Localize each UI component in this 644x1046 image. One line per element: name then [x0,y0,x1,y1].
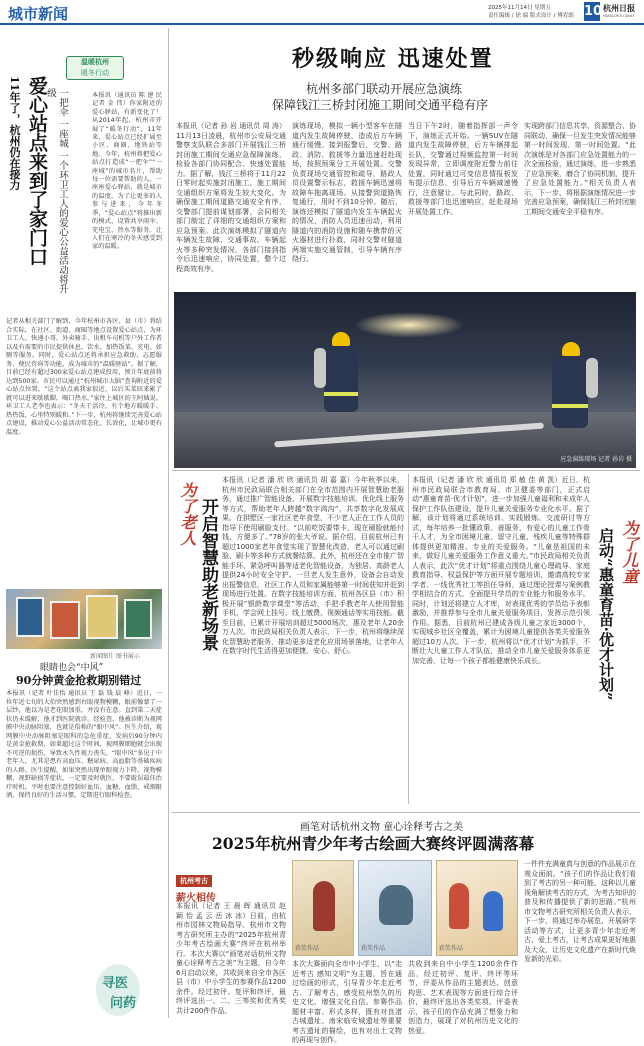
archaeology-story [172,814,640,1044]
elderly-headline: 开启智慧助老新场景 [198,498,218,651]
paper-name: 杭州日报 [603,3,635,13]
left-story [0,26,166,666]
archaeology-tag-bottom: 薪火相传 [176,893,216,904]
firefighter-body [552,356,588,428]
winning-artwork-1 [292,860,354,956]
eye-story [0,660,166,1024]
elderly-body: 本报讯（记者 潘 欣 欣 通讯员 胡 嘉 嘉）今年秋季以来，杭州市民政局联合相关部门在全市范围内开展智慧助老服务，通过推广智能设备、开展数字技能培训、优化线上服务等方式，帮助老年人跨越“数字鸿沟”，共享数字化发展成果。在拱墅区一家社区老年食堂，不少老人正在工作人员的指导下使用刷脸支付。“以前吃饭要带卡，现在刷脸就能付钱，方便多了。”78岁的张大爷说。据介绍，目前杭州已有超过1000家老年食堂实现了智慧化改造，老人可以通过刷脸、刷卡等多种方式就餐结算。此外，杭州还在全市推广智能手环、紧急呼叫器等适老化智能设备，为独居、高龄老人提供24小时安全守护。一旦老人发生意外，设备会自动发出报警信息，社区工作人员和家属能够第一时间获知并赶到现场进行处置。在数字技能培训方面，杭州各区县（市）积极开展“银龄数字课堂”等活动，手把手教老年人使用智能手机，学会网上挂号、线上缴费、视频通话等实用技能。截至目前，已累计开展培训超过5000场次，惠及老年人20余万人次。市民政局相关负责人表示，下一步，杭州将继续深化智慧助老服务，推动更多适老化应用场景落地，让老年人在数字时代生活得更加便捷、安心、舒心。 [222,476,404,655]
badge-top-text: 温暖杭州 [81,58,109,66]
health-tag [96,964,140,1016]
reflective-stripe [552,404,588,408]
firefighter-helmet-icon [332,332,350,346]
eye-story-headline: 90分钟黄金抢救期别错过 [16,674,142,687]
top-story-subhead-2: 保障钱江三桥封闭施工期间交通平稳有序 [272,98,489,112]
archaeology-kicker: 画笔对话杭州文物 童心诠释考古之美 [300,822,464,833]
book-icon [16,597,44,637]
winning-artwork-2 [358,860,432,956]
child-icon [483,891,503,931]
archaeology-col-3: 共收到来自中小学生1200余件作品，经过初评、复评、终评等环节，评委从作品的主题表达、创意构思、艺术表现等方面进行综合评价，最终评选出各类奖项。评委表示，孩子们的作品充满了想象力和创造力，展现了对杭州历史文化的热爱。 [408,960,518,1035]
left-story-kicker: 11年了，杭州仍在接力 [8,76,21,191]
archaeology-tag [176,868,236,904]
health-tag-b: 问药 [110,996,137,1011]
badge-bottom-text: 暖冬行动 [81,69,109,77]
top-story-col-1: 本报讯（记者 孙 岩 通讯员 周 涛）11月13日凌晨，杭州市公安局交通警察支队联合多部门开展钱江三桥封闭施工期间交通应急保障演练，检验各部门协同配合、快速处置能力。据了解，钱江三桥将于11月22日零时起实施封闭施工，施工期间交通组织方案将发生较大变化。为确保施工期间道路交通安全有序，交警部门提前谋划部署，会同相关部门制定了详细的交通组织方案和应急预案。此次演练模拟了隧道内车辆发生故障、交通事故、车辆起火等多种突发情况，各部门接到指令后迅速响应，协同处置，整个过程高效有序。 [176,122,286,273]
middle-divider [408,474,409,804]
section-title: 城市新闻 [8,5,69,23]
masthead-rule [0,23,644,25]
artwork-1-caption: 获奖作品 [295,945,320,952]
top-story-col-4: 实现跨部门信息共享、资源整合、协同联动，确保一旦发生突发情况能够第一时间发现、第一时间处置。“此次演练是对各部门应急处置能力的一次全面检验，通过演练，进一步熟悉了应急预案，磨合了协同机制，提升了应急处置能力。”相关负责人表示，下一步，将根据演练情况进一步完善应急预案，确保钱江三桥封闭施工期间交通安全平稳有序。 [524,122,636,216]
date-line: 2025年11月14日 星期五 [488,5,551,11]
children-badge: 为了儿童 [620,520,639,584]
eye-story-kicker: 眼睛也会“中风” [40,663,104,673]
archaeology-col-1: 本报讯（记者 王 晨 晖 通讯员 赵 颖 怡 孟 云 岳 冰 冰）日前，由杭州市园林文物局指导、杭州市文物考古研究所主办的“2025年杭州青少年考古绘画大赛”终评在杭州举行。本次大赛以“画笔对话杭州文物 童心诠释考古之美”为主题，自今年6月启动以来，共收到来自全市各区县（市）中小学生的参赛作品1200余件。经过初评、复评和终评，最终评选出一、二、三等奖和优秀奖共计200件作品。 [176,902,286,1015]
page-number: 10 [584,4,603,19]
elderly-badge: 为了老人 [178,482,197,546]
books-photo-caption: 新闻图片 图书展示 [90,653,140,660]
warm-winter-badge [66,56,124,80]
reflective-stripe [324,392,358,396]
left-story-lead: 本报讯（通讯员 陈 建 民 记者 金 伟）你家附近的爱心驿站，有新变化了！从2014年起，杭州市开展了“暖冬行动”，11年来，爱心站点已经扩展至小区、商圈、地铁站等地。今年，杭州将把爱心站点打造成“一把伞”“一座城”的城市名片，帮助每一位需要帮助的人。一座座爱心驿站，就是城市的温度。为了让更多的人参与进来，今年冬季，“爱心站点”将推出新的模式，设置共享雨伞、充电宝、热水等服务。让人们在寒冷的冬天感受到家的温暖。 [92,92,162,251]
left-story-headline: 爱心站点来到了家门口 [26,76,48,266]
paper-name-en: HANGZHOU DAILY [603,14,635,18]
editor-line: 责任编辑 / 徐 瑞 版式设计 / 傅宥朗 [488,13,574,19]
column-divider [168,28,169,1018]
eye-story-body: 本报讯（记者 叶佳怡 通讯员 王 磊 钱 晨 峰）近日，一位年近七旬的大伯突然感到右眼视物模糊，眼前像蒙了一层纱，他以为是老花眼加重，并没有在意。直到第二天症状仍未缓解，他才到医院就诊。经检查，他被诊断为视网膜中央动脉阻塞，也就是俗称的“眼中风”。医生介绍，视网膜中央动脉阻塞是眼科的急危重症，发病后90分钟内是黄金抢救期，如果超过这个时间，视网膜细胞就会出现不可逆的损伤，导致永久性视力丧失。“眼中风”多见于中老年人，尤其是患有高血压、糖尿病、高血脂等基础疾病的人群。医生提醒，如果突然出现单眼视力下降、视物模糊、视野缺损等症状，一定要及时就医，不要耽误最佳治疗时机。平时也要注意控制好血压、血糖、血脂，戒烟限酒，保持良好的生活习惯，定期进行眼科检查。 [6,690,162,799]
rescue-drill-photo [174,292,636,468]
children-headline: 启动“惠童育苗·优才计划” [597,528,615,701]
elderly-story [172,472,406,812]
artwork-2-caption: 获奖作品 [361,945,386,952]
top-story [172,28,640,468]
archaeology-col-2: 本次大赛面向全市中小学生，以“走近考古 感知文明”为主题，旨在通过绘画的形式，引导青少年走近考古、了解考古，感受杭州悠久的历史文化，增强文化自信。参赛作品题材丰富、形式多样，既有对良渚古城遗址、南宋临安城遗址等重要考古遗址的描绘，也有对出土文物的再现与创作。 [292,960,402,1044]
artwork-3-caption: 获奖作品 [439,945,464,952]
masthead [0,0,644,24]
tunnel-light-icon [354,312,464,338]
vessel-icon [379,885,413,925]
top-story-subhead-1: 杭州多部门联动开展应急演练 [306,82,463,96]
left-story-subhead: 一把伞 一座城 一个环卫工人的爱心公益活动将升级 [45,88,68,294]
left-story-body: 记者从相关部门了解到，今年杭州市各区、县（市）将结合实际，在社区、街道、商圈等地点设置爱心站点，为环卫工人、快递小哥、外卖骑手、出租车司机等户外工作者以及有需要的市民提供休息、饮水、加热饭菜、充电、如厕等服务。同时，爱心站点还将承担应急救助、志愿服务、便民咨询等功能，成为城市的“温暖驿站”。据了解，目前已经有超过300家爱心站点建成投用，预计年底前将达到500家。市民可以通过“杭州城市大脑”查询附近的爱心站点位置。“这个站点离我家很近，以后买菜回来累了就可以进来歇歇脚，喝口热水。”家住上城区的王阿姨说。环卫工人老李也表示：“冬天干活冷，有个地方暖暖手、热热饭，心里特别暖和。”下一步，杭州将继续完善爱心站点建设，推动爱心公益活动常态化、长效化，让城市更有温度。 [6,318,162,436]
bottom-divider [172,812,640,813]
top-story-headline: 秒级响应 迅速处置 [292,46,494,72]
archaeology-col-4: 一件件充满童真与创意的作品展示在观众面前。“孩子们的作品让我们看到了考古的另一种可能，这种以儿童视角解读考古的方式，为考古知识的普及和传播提供了新的思路。”杭州市文物考古研究所相关负责人表示，下一步，将通过举办展览、开展研学活动等方式，让更多青少年走近考古、爱上考古，让考古成果更好地惠及大众，让历史文化遗产在新时代焕发新的光彩。 [524,860,636,963]
book-icon [50,601,80,639]
figure-icon [313,881,335,931]
children-body: 本报讯（记者 潘 欣 欣 通讯员 郑 敏 佳 黄 凯）近日，杭州市民政局联合市教育局、市卫健委等部门，正式启动“惠童育苗·优才计划”，进一步加强儿童福利和未成年人保护工作队伍建设，提升儿童关爱服务专业化水平。据了解，该计划将通过系统培训、实践锻炼、交流研讨等方式，每年培养一批懂政策、善服务、有爱心的儿童工作骨干人才，为全市困境儿童、留守儿童、残疾儿童等特殊群体提供更加精准、专业的关爱服务。“儿童是祖国的未来，做好儿童关爱服务工作意义重大。”市民政局相关负责人表示，此次“优才计划”将重点围绕儿童心理疏导、家庭教育指导、权益保护等方面开展专题培训，邀请高校专家学者、一线优秀社工等担任导师，通过理论授课与案例教学相结合的方式，全面提升学员的专业能力和服务水平。同时，计划还将建立人才库，对表现优秀的学员给予表彰激励，并推荐参与全市儿童关爱服务项目，发挥示范引领作用。据悉，目前杭州已建成各级儿童之家近3000个，实现城乡社区全覆盖，累计为困境儿童提供各类关爱服务超过10万人次。下一步，杭州将以“优才计划”为抓手，不断壮大儿童工作人才队伍，推动全市儿童关爱服务体系更加完善，让每一个孩子都能健康快乐成长。 [412,476,590,665]
winning-artwork-3 [436,860,518,956]
photo-caption: 应急演练现场 记者 孙岩 摄 [560,456,632,463]
archaeology-headline: 2025年杭州青少年考古绘画大赛终评圆满落幕 [212,834,535,853]
book-icon [124,599,152,639]
child-icon [449,883,469,929]
section-divider [172,470,640,471]
children-story [410,472,640,812]
top-story-col-3: 当日下午2时，随着指挥部一声令下，演练正式开始。一辆SUV在隧道内发生故障停驶，后方车辆排起长队，交警通过视频监控第一时间发现异常，立即调度附近警力前往处置，同时通过可变信息情报板发布提示信息，引导后方车辆减速慢行，注意避让。与此同时，路政、救援等部门也迅速响应，赶赴现场开展处置工作。 [408,122,518,216]
top-story-col-2: 演练现场，模拟一辆小型客车在隧道内发生故障停驶，造成后方车辆通行缓慢。接到报警后，交警、路政、消防、救援等力量迅速赶赴现场，按照预案分工开展处置。交警负责现场交通管控和疏导，路政人员设置警示标志，救援车辆迅速将故障车拖离现场。从接警到道路恢复通行，用时不到10分钟。随后，演练还模拟了隧道内发生车辆起火的情况，消防人员迅速出动，利用隧道内的消防设施和随车携带的灭火器材进行扑救，同时交警对隧道两端实施交通管制，引导车辆有序绕行。 [292,122,402,263]
firefighter-helmet-icon [562,342,580,356]
books-photo [6,589,162,649]
archaeology-tag-top: 杭州考古 [176,875,212,887]
oxygen-tank-icon [586,358,598,398]
health-tag-a: 寻医 [102,976,129,991]
book-icon [86,595,118,639]
oxygen-tank-icon [314,348,326,388]
firefighter-body [324,346,358,412]
